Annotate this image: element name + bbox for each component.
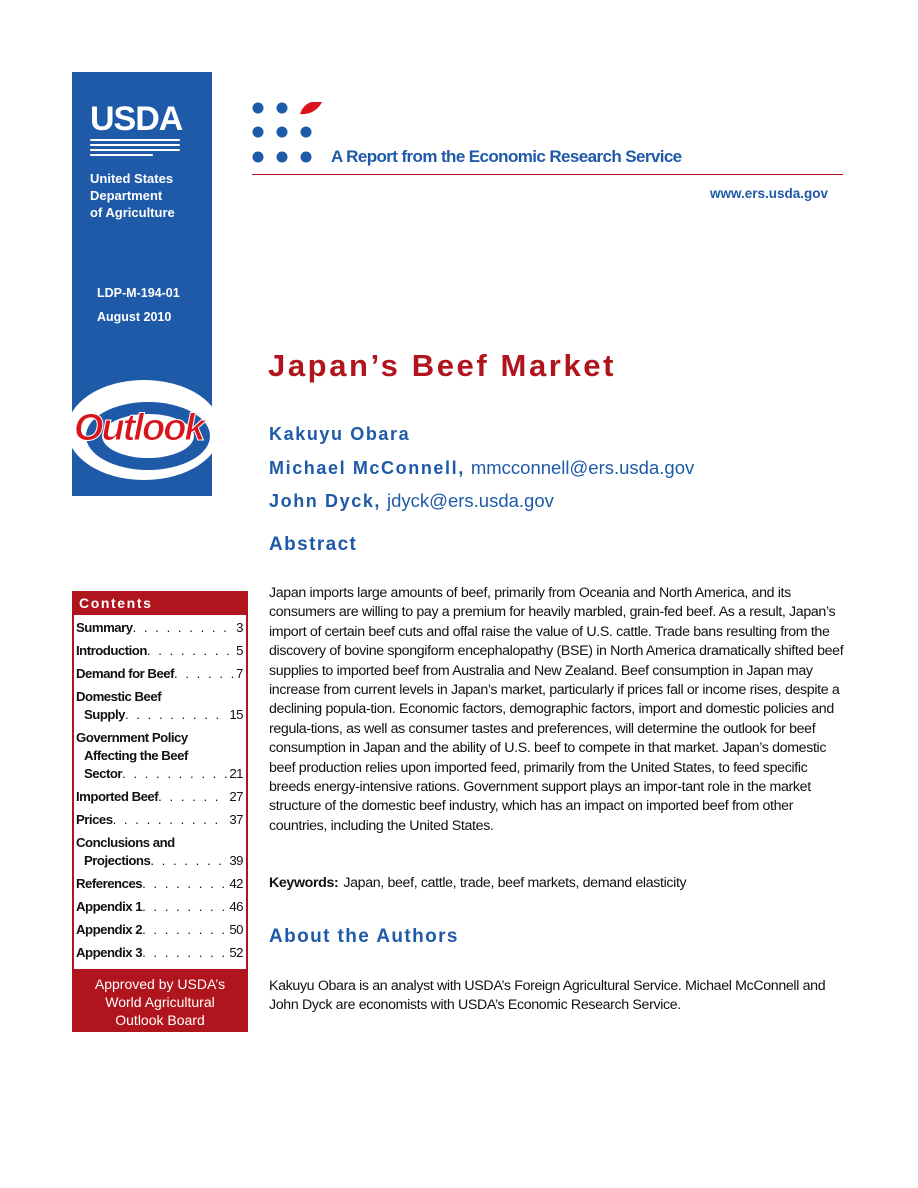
- contents-item-label: Affecting the Beef: [84, 748, 188, 763]
- contents-box: [72, 591, 248, 1032]
- contents-item[interactable]: [76, 834, 243, 875]
- contents-item-label: Government Policy: [76, 730, 188, 745]
- approval-note: [72, 971, 248, 1032]
- contents-item-page: 27: [229, 789, 243, 804]
- contents-heading: Contents: [72, 591, 248, 615]
- contents-item-page: 3: [236, 620, 243, 635]
- report-number: LDP-M-194-01: [97, 286, 180, 300]
- contents-item-page: 42: [229, 876, 243, 891]
- contents-item-line: [76, 944, 243, 962]
- contents-item-line: [76, 788, 243, 806]
- author-name: John Dyck,: [269, 491, 382, 511]
- contents-item-label: Prices: [76, 812, 113, 827]
- contents-item-label: Projections: [84, 853, 151, 868]
- keywords-label: Keywords:: [269, 875, 339, 891]
- author-name: Michael McConnell,: [269, 458, 465, 478]
- contents-item-label: Appendix 2: [76, 922, 143, 937]
- contents-item-label: Imported Beef: [76, 789, 159, 804]
- author-email-link[interactable]: mmcconnell@ers.usda.gov: [470, 457, 695, 478]
- contents-item-leader: [174, 665, 234, 683]
- abstract-text: Japan imports large amounts of beef, primarily from Oceania and North America, and its consumers are willing to pay a premium for heavily marbled, grain-fed beef. As a result, Japan’s import of certain beef cuts and offal raise the value of U.S. cattle. Trade bans resulting from the discovery of bovine spongiform encephalopathy (BSE) in North America dramatically shifted beef supplies to imported beef from Australia and New Zealand. Beef consumption in Japan may increase from current levels in Japan’s market, particularly if prices fall or income rises, despite a declining popula-tion. Economic factors, demographic factors, import and domestic policies and regula-tions, as well as consumer tastes and preferences, will determine the outlook for beef consumption in Japan and the ability of U.S. beef to compete in that market. Japan’s domestic beef production relies upon imported feed, primarily from the United States, to feed specific breeds energy-intensive rations. Government support plays an impor-tant role in the market structure of the domestic beef industry, which has an impact on imported beef from other countries, including the United States.: [269, 585, 844, 834]
- contents-item-line: [76, 898, 243, 916]
- contents-item-leader: [147, 642, 234, 660]
- approval-line: World Agricultural: [105, 994, 215, 1010]
- contents-item-leader: [133, 619, 235, 637]
- author-list: [269, 424, 694, 523]
- contents-item-leader: [125, 706, 227, 724]
- contents-item[interactable]: [76, 642, 243, 665]
- contents-item[interactable]: [76, 788, 243, 811]
- contents-item-label: Sector: [84, 766, 123, 781]
- contents-item-label: Summary: [76, 620, 133, 635]
- contents-item-page: 15: [229, 707, 243, 722]
- contents-item-leader: [122, 765, 227, 783]
- contents-item-page: 5: [236, 643, 243, 658]
- contents-item[interactable]: [76, 665, 243, 688]
- author-name: Kakuyu Obara: [269, 424, 411, 444]
- contents-item[interactable]: [76, 619, 243, 642]
- contents-item-leader: [142, 875, 227, 893]
- contents-item-line: [76, 921, 243, 939]
- contents-item-line: [76, 765, 243, 783]
- keywords: [269, 875, 686, 891]
- publication-date: August 2010: [97, 310, 172, 324]
- contents-item-leader: [150, 852, 227, 870]
- contents-item-line: [76, 619, 243, 637]
- abstract-heading: Abstract: [269, 534, 358, 555]
- contents-item-line: [76, 811, 243, 829]
- contents-item-line: [76, 747, 243, 765]
- usda-logo: [90, 100, 183, 156]
- contents-item[interactable]: [76, 898, 243, 921]
- author-entry: [269, 457, 694, 490]
- contents-item-leader: [158, 788, 227, 806]
- publication-info: [97, 281, 180, 329]
- contents-item-label: Conclusions and: [76, 835, 175, 850]
- agency-band: [72, 72, 212, 496]
- author-email-link[interactable]: jdyck@ers.usda.gov: [387, 490, 554, 511]
- outlook-logo: [66, 376, 226, 484]
- contents-item[interactable]: [76, 811, 243, 834]
- contents-item-label: Appendix 3: [76, 945, 143, 960]
- contents-item-page: 50: [229, 922, 243, 937]
- contents-item-leader: [142, 944, 227, 962]
- agency-name: [90, 170, 175, 221]
- contents-item[interactable]: [76, 729, 243, 788]
- about-authors-text: Kakuyu Obara is an analyst with USDA’s Foreign Agricultural Service. Michael McConnell and John Dyck are economists with USDA’s Economic Research Service.: [269, 978, 826, 1014]
- contents-item-line: [76, 852, 243, 870]
- agency-name-line: of Agriculture: [90, 205, 175, 220]
- contents-item-page: 39: [229, 853, 243, 868]
- agency-name-line: United States: [90, 171, 174, 186]
- agency-name-line: Department: [90, 188, 163, 203]
- website-link[interactable]: www.ers.usda.gov: [709, 186, 828, 201]
- contents-item[interactable]: [76, 944, 243, 967]
- contents-item-page: 21: [229, 766, 243, 781]
- contents-item-line: [76, 834, 243, 852]
- header-divider: [252, 174, 843, 175]
- contents-item-label: Appendix 1: [76, 899, 143, 914]
- approval-line: Approved by USDA’s: [94, 976, 226, 992]
- author-entry: [269, 424, 694, 457]
- contents-list: [72, 615, 248, 971]
- contents-item-label: Demand for Beef: [76, 666, 175, 681]
- contents-item-leader: [113, 811, 228, 829]
- contents-item-page: 46: [229, 899, 243, 914]
- contents-item[interactable]: [76, 921, 243, 944]
- contents-item-line: [76, 875, 243, 893]
- approval-line: Outlook Board: [115, 1012, 205, 1028]
- report-tagline: A Report from the Economic Research Service: [331, 147, 682, 166]
- page-title: Japan’s Beef Market: [268, 348, 617, 383]
- contents-item-label: Domestic Beef: [76, 689, 162, 704]
- contents-item-leader: [142, 898, 227, 916]
- contents-item-page: 7: [236, 666, 243, 681]
- contents-item[interactable]: [76, 688, 243, 729]
- contents-item-page: 37: [229, 812, 243, 827]
- about-authors-heading: About the Authors: [269, 926, 459, 947]
- ers-logo-dots-icon: [252, 102, 322, 168]
- contents-item-line: [76, 665, 243, 683]
- contents-item-line: [76, 729, 243, 747]
- contents-item-line: [76, 688, 243, 706]
- contents-item[interactable]: [76, 875, 243, 898]
- contents-item-page: 52: [229, 945, 243, 960]
- keywords-text: Japan, beef, cattle, trade, beef markets, demand elasticity: [343, 875, 687, 891]
- contents-item-label: Introduction: [76, 643, 147, 658]
- contents-item-label: Supply: [84, 707, 125, 722]
- contents-item-line: [76, 706, 243, 724]
- author-entry: [269, 490, 694, 523]
- contents-item-line: [76, 642, 243, 660]
- outlook-logo-text: Outlook: [74, 407, 204, 449]
- usda-logo-text: USDA: [90, 100, 183, 138]
- contents-item-leader: [142, 921, 227, 939]
- contents-item-label: References: [76, 876, 143, 891]
- usda-logo-stripes: [90, 139, 180, 156]
